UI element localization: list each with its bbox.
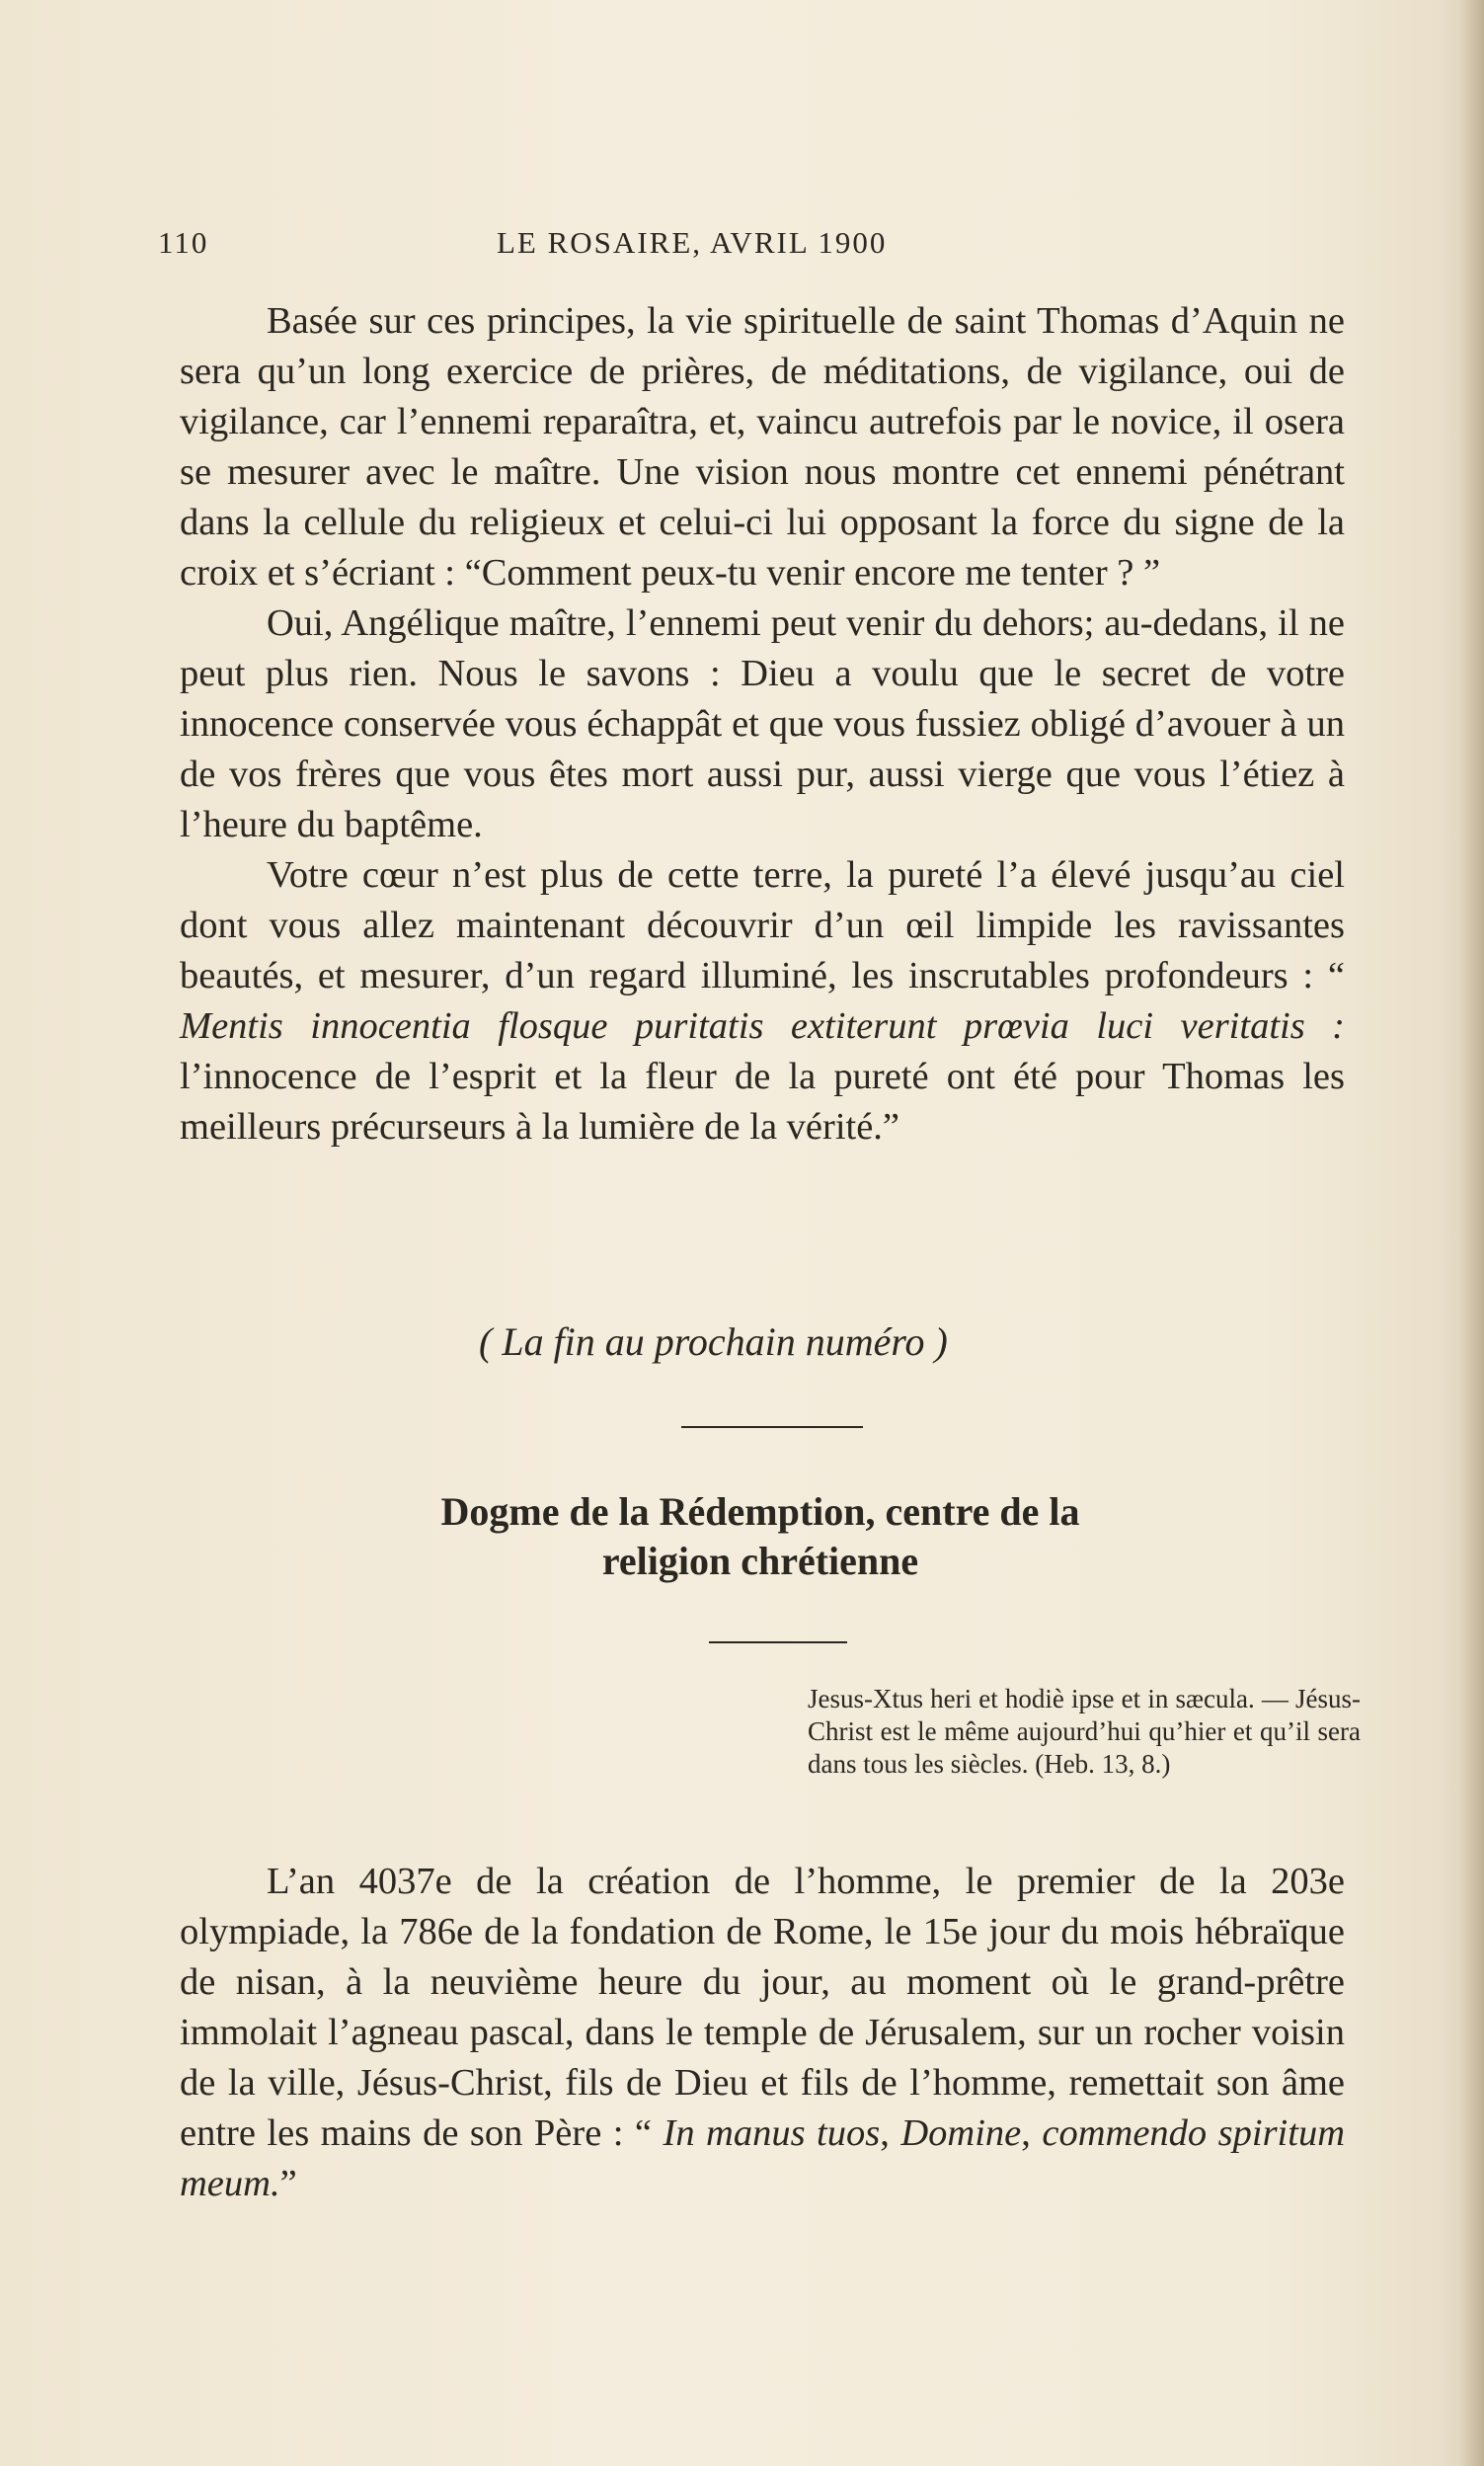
paragraph-text: ”: [279, 2163, 297, 2204]
latin-quote: Mentis innocentia flosque puritatis extiterunt prœvia luci veritatis :: [180, 1005, 1345, 1047]
section-body: [180, 296, 1345, 1153]
title-divider: [709, 1641, 847, 1643]
article-title-line: Dogme de la Rédemption, centre de la: [440, 1489, 1080, 1534]
running-header: [158, 225, 1343, 275]
paragraph-text: L’an 4037e de la création de l’homme, le premier de la 203e olympiade, la 786e de la fondation de Rome, le 15e jour du mois hébraïque de nisan, à la neuvième heure du jour, au moment où le grand-prêtre immolait l’agneau pascal, dans le temple de Jérusalem, sur un rocher voisin de la ville, Jésus-Christ, fils de Dieu et fils de l’homme, remettait son âme entre les mains de son Père : “: [180, 1861, 1345, 2154]
section-divider: [681, 1426, 863, 1428]
paragraph-text: Votre cœur n’est plus de cette terre, la pureté l’a élevé jusqu’au ciel dont vous allez maintenant découvrir d’un œil limpide les ravissantes beautés, et mesurer, d’un regard illuminé, les inscrutables profondeurs : “: [180, 854, 1345, 996]
article-title-line: religion chrétienne: [601, 1539, 919, 1583]
article-body: [180, 1857, 1345, 2209]
paragraph-text: ,: [880, 2112, 901, 2154]
page-gutter: [1456, 0, 1484, 2466]
latin-quote: In manus tuos: [663, 2112, 881, 2154]
paragraph: Oui, Angélique maître, l’ennemi peut venir du dehors; au-dedans, il ne peut plus rien. Nous le savons : Dieu a voulu que le secret de votre innocence conservée vous échappât et que vous fussiez obligé d’avouer à un de vos frères que vous êtes mort aussi pur, aussi vierge que vous l’étiez à l’heure du baptême.: [180, 602, 1345, 845]
page-number: 110: [158, 225, 209, 260]
running-title: LE ROSAIRE, AVRIL 1900: [497, 225, 888, 260]
epigraph: Jesus-Xtus heri et hodiè ipse et in sæcula. — Jésus-Christ est le même aujourd’hui qu’hier et qu’il sera dans tous les siècles. (Heb. 13, 8.): [808, 1684, 1361, 1779]
paragraph: [180, 850, 1345, 1153]
continued-note: ( La fin au prochain numéro ): [479, 1319, 948, 1364]
paragraph: Basée sur ces principes, la vie spirituelle de saint Thomas d’Aquin ne sera qu’un long exercice de prières, de méditations, de vigilance, oui de vigilance, car l’ennemi reparaîtra, et, vaincu autrefois par le novice, il osera se mesurer avec le maître. Une vision nous montre cet ennemi pénétrant dans la cellule du religieux et celui-ci lui opposant la force du signe de la croix et s’écriant : “Comment peux-tu venir encore me tenter ? ”: [180, 300, 1345, 594]
paragraph-text: l’innocence de l’esprit et la fleur de la pureté ont été pour Thomas les meilleurs précurseurs à la lumière de la vérité.”: [180, 1056, 1345, 1148]
article-title: [296, 1487, 1224, 1586]
paragraph: [180, 1857, 1345, 2209]
latin-quote: Domine: [900, 2112, 1022, 2154]
paragraph-text: ,: [1021, 2112, 1043, 2154]
latin-quote: commendo spiritum meum.: [180, 2112, 1345, 2204]
